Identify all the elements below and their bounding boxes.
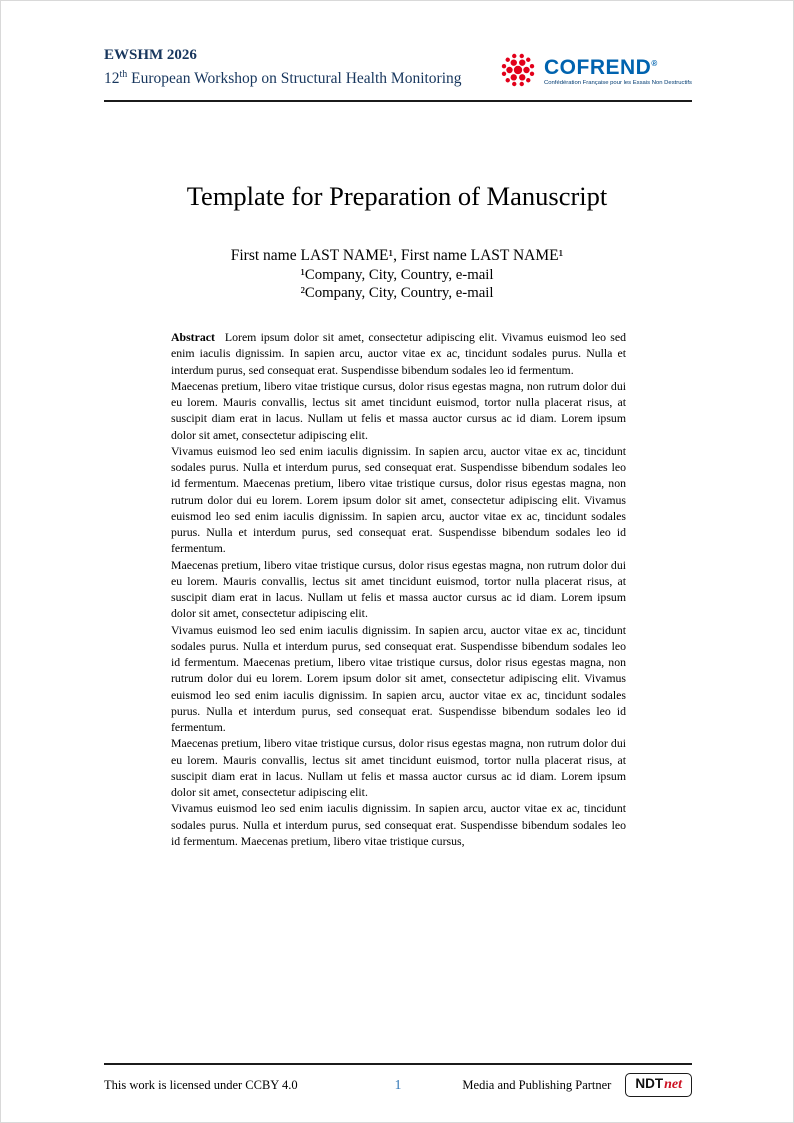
- body-paragraph: Maecenas pretium, libero vitae tristique cursus, dolor risus egestas magna, non rutrum dolor dui eu lorem. Mauris convallis, lectus sit amet tincidunt euismod, tortor nulla placerat risus, at suscipit diam erat in lacus. Nullam ut felis et massa auctor cursus ac id diam. Lorem ipsum dolor sit amet, consectetur adipiscing elit.: [171, 378, 626, 442]
- ndt-logo-text: NDT: [635, 1076, 664, 1091]
- event-name: EWSHM 2026: [104, 47, 197, 63]
- body-paragraph: Maecenas pretium, libero vitae tristique cursus, dolor risus egestas magna, non rutrum dolor dui eu lorem. Mauris convallis, lectus sit amet tincidunt euismod, tortor nulla placerat risus, at suscipit diam erat in lacus. Nullam ut felis et massa auctor cursus ac id diam. Lorem ipsum dolor sit amet, consectetur adipiscing elit.: [171, 557, 626, 621]
- workshop-number: 12: [104, 70, 120, 88]
- authors-block: [1, 247, 793, 303]
- abstract-paragraph: [171, 329, 626, 378]
- body-paragraph: Vivamus euismod leo sed enim iaculis dignissim. In sapien arcu, auctor vitae ex ac, tincidunt sodales purus. Nulla et interdum purus, sed consequat erat. Suspendisse bibendum sodales leo id fermentum. Maecenas pretium, libero vitae tristique cursus, dolor risus egestas magna, non rutrum dolor dui eu lorem. Lorem ipsum dolor sit amet, consectetur adipiscing elit. Vivamus euismod leo sed enim iaculis dignissim. In sapien arcu, auctor vitae ex ac, tincidunt sodales purus. Nulla et interdum purus, sed consequat erat. Suspendisse bibendum sodales leo id fermentum.: [171, 622, 626, 734]
- page-header: [104, 46, 692, 90]
- manuscript-body: [171, 329, 626, 849]
- abstract-text: Lorem ipsum dolor sit amet, consectetur adipiscing elit. Vivamus euismod leo sed enim iaculis dignissim. In sapien arcu, auctor vitae ex ac, tincidunt sodales purus. Nulla et interdum purus, sed consequat erat. Suspendisse bibendum sodales leo id fermentum.: [171, 330, 626, 377]
- article-title: Template for Preparation of Manuscript: [186, 181, 608, 211]
- author-names: First name LAST NAME¹, First name LAST NAME¹: [230, 247, 564, 264]
- header-rule: [104, 100, 692, 102]
- footer-right-group: [462, 1073, 692, 1097]
- cofrend-wordmark: [544, 53, 692, 79]
- license-text: This work is licensed under CCBY 4.0: [104, 1077, 298, 1092]
- cofrend-flower-icon: [498, 50, 538, 90]
- ndtnet-logo: [625, 1073, 692, 1097]
- affiliation-2: ²Company, City, Country, e-mail: [300, 285, 494, 301]
- workshop-ordinal-suffix: th: [119, 69, 128, 80]
- body-paragraph: Maecenas pretium, libero vitae tristique cursus, dolor risus egestas magna, non rutrum dolor dui eu lorem. Mauris convallis, lectus sit amet tincidunt euismod, tortor nulla placerat risus, at suscipit diam erat in lacus. Nullam ut felis et massa auctor cursus ac id diam. Lorem ipsum dolor sit amet, consectetur adipiscing elit.: [171, 736, 626, 799]
- abstract-label: Abstract: [171, 330, 215, 344]
- workshop-title: [104, 65, 462, 89]
- page-footer: [104, 1063, 692, 1097]
- page-number: 1: [394, 1077, 402, 1092]
- body-paragraph: Vivamus euismod leo sed enim iaculis dignissim. In sapien arcu, auctor vitae ex ac, tincidunt sodales purus. Nulla et interdum purus, sed consequat erat. Suspendisse bibendum sodales leo id fermentum. Maecenas pretium, libero vitae tristique cursus, dolor risus egestas magna, non rutrum dolor dui eu lorem. Lorem ipsum dolor sit amet, consectetur adipiscing elit. Vivamus euismod leo sed enim iaculis dignissim. In sapien arcu, auctor vitae ex ac, tincidunt sodales purus. Nulla et interdum purus, sed consequat erat. Suspendisse bibendum sodales leo id fermentum.: [171, 443, 626, 556]
- cofrend-tagline: Confédération Française pour les Essais Non Destructifs: [544, 80, 692, 86]
- workshop-name: European Workshop on Structural Health Monitoring: [127, 70, 462, 88]
- affiliation-1: ¹Company, City, Country, e-mail: [300, 266, 494, 283]
- cofrend-wordmark-text: COFREND: [544, 56, 652, 79]
- body-paragraph: Vivamus euismod leo sed enim iaculis dignissim. In sapien arcu, auctor vitae ex ac, tincidunt sodales purus. Nulla et interdum purus, sed consequat erat. Suspendisse bibendum sodales leo id fermentum. Maecenas pretium, libero vitae tristique cursus,: [171, 801, 626, 848]
- ndt-logo-net-text: net: [664, 1077, 682, 1092]
- registered-mark: ®: [651, 59, 658, 68]
- cofrend-logo: [498, 50, 692, 90]
- cofrend-text-block: [544, 53, 692, 87]
- header-event-block: [104, 46, 462, 89]
- partner-text: Media and Publishing Partner: [462, 1077, 612, 1092]
